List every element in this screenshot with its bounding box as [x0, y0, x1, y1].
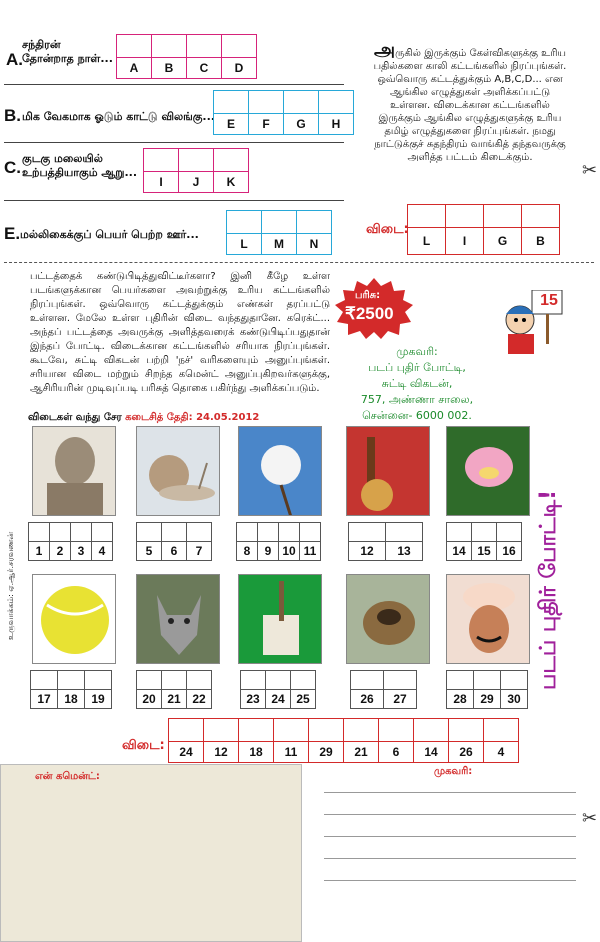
cell-label: C: [187, 58, 222, 79]
num: 14: [447, 542, 472, 561]
num: 12: [349, 542, 386, 561]
cell-label: 12: [204, 742, 239, 763]
address-label: முகவரி:: [396, 345, 438, 358]
clue-c-letter: C.: [4, 158, 21, 177]
prize-badge: [333, 276, 415, 340]
picture-snail: [136, 426, 220, 516]
num: 22: [187, 690, 212, 709]
cell[interactable]: [179, 149, 214, 172]
cell[interactable]: [249, 91, 284, 114]
num: 25: [291, 690, 316, 709]
answer-cell[interactable]: [279, 523, 300, 542]
picture-cotton: [238, 426, 322, 516]
cell-label: F: [249, 114, 284, 135]
cell[interactable]: [227, 211, 262, 234]
numbox-wolf: [136, 670, 212, 709]
cell-label: L: [227, 234, 262, 255]
answer-cell[interactable]: [187, 523, 212, 542]
address-line1: படப் புதிர் போட்டி,: [368, 361, 466, 374]
cell[interactable]: [239, 719, 274, 742]
answer-cell[interactable]: [50, 523, 71, 542]
numbox-lotus: [446, 522, 522, 561]
cell-label: D: [222, 58, 257, 79]
cell-label: G: [284, 114, 319, 135]
answer-cell[interactable]: [386, 523, 423, 542]
cell[interactable]: [297, 211, 332, 234]
numbox-buddha: [28, 522, 113, 561]
cell[interactable]: [449, 719, 484, 742]
num: 3: [71, 542, 92, 561]
clue-a-line1: சந்திரன்: [22, 38, 61, 51]
mascot-icon: [496, 290, 574, 360]
clue-e-text: மல்லிகைக்குப் பெயர் பெற்ற ஊர்...: [20, 228, 199, 241]
cell[interactable]: [408, 205, 446, 228]
answer2-label: விடை:: [122, 738, 165, 753]
numbox-mortar: [240, 670, 316, 709]
clue-e-letter: E.: [4, 224, 21, 243]
cell-label: B: [152, 58, 187, 79]
address-line4: சென்னை- 6000 002.: [362, 409, 472, 422]
cell[interactable]: [484, 205, 522, 228]
answer-cell[interactable]: [241, 671, 266, 690]
main-instructions: பட்டத்தைக் கண்டுபிடித்துவிட்டீர்களா? இனி கீழே உள்ள படங்களுக்கான பெயர்களை அவற்றுக்கு உரிய கட்டங்களில் நிரப்புங்கள். ஒவ்வொரு கட்டத்துக்கும் எண்கள் தரப்பட்டு உள்ளன. மேலே உள்ள புதிரின் விடை வந்ததுதானே. கரெக்ட்... அந்தப் பட்டத்தை அவருக்கு அளித்தவரைக் கண்டுபிடிப்பதுதான் இந்தப் போட்டி. விடைக்கான கட்டங்களில் சரியாக நிரப்புங்கள். கூடவே, சுட்டி விகடன் பற்றி 'நச்' வரிகளையும் அனுப்புங்கள். சரியான விடை மற்றும் சிறந்த கமென்ட் அனுப்புகிறவர்களுக்கு, ஆசிரியரின் முடிவுப்படி பரிசுத் தொகை பகிர்ந்து அளிக்கப்படும்.: [30, 271, 330, 394]
answer-cell[interactable]: [349, 523, 386, 542]
mascot: [496, 290, 574, 360]
cell-label: M: [262, 234, 297, 255]
numbox-ball: [30, 670, 112, 709]
picture-nest: [346, 574, 430, 664]
veena-icon: [347, 427, 430, 516]
address-form-label: முகவரி:: [434, 766, 473, 777]
answer-cell[interactable]: [300, 523, 321, 542]
cell-label: K: [214, 172, 249, 193]
vertical-title: படப் புதிர் போட்டி!: [536, 490, 561, 690]
num: 27: [384, 690, 417, 709]
numbox-nest: [350, 670, 417, 709]
answer2-grid: [168, 718, 519, 763]
answer-cell[interactable]: [258, 523, 279, 542]
num: 11: [300, 542, 321, 561]
cell-label: N: [297, 234, 332, 255]
answer-cell[interactable]: [472, 523, 497, 542]
clue-b-grid: [213, 90, 354, 135]
num: 19: [85, 690, 112, 709]
clue-a-letter: A.: [6, 50, 23, 69]
clue-c-grid: [143, 148, 249, 193]
num: 6: [162, 542, 187, 561]
address-line-field[interactable]: [324, 858, 576, 859]
picture-bharathi: [446, 574, 530, 664]
num: 23: [241, 690, 266, 709]
cell-label: 4: [484, 742, 519, 763]
top-instructions-text: ருகில் இருக்கும் கேள்விகளுக்கு உரிய பதில்களை காலி கட்டங்களில் நிரப்புங்கள். ஒவ்வொரு கட்டத்துக்கும் A,B,C,D... என ஆங்கில எழுத்துகள் அளிக்கப்பட்டு உள்ளன. விடைக்கான கட்டங்களில் இருக்கும் ஆங்கில எழுத்துகளுக்கு உரிய தமிழ் எழுத்துகளை நிரப்புங்கள். நமது நாட்டுக்குச் சுதந்திரம் வாங்கித் தந்தவருக்கு அளித்த பட்டம் கிடைக்கும்.: [373, 48, 567, 163]
cell-label: L: [408, 228, 446, 255]
picture-lotus: [446, 426, 530, 516]
credit: உருவாக்கம்: ஏ.ஆர்.சரவணன்: [6, 531, 15, 640]
cell[interactable]: [187, 35, 222, 58]
address-line3: 757, அண்ணா சாலை,: [360, 393, 474, 406]
cell[interactable]: [117, 35, 152, 58]
cell-label: 6: [379, 742, 414, 763]
separator: [4, 84, 344, 85]
separator: [4, 142, 344, 143]
dashed-separator: [4, 262, 594, 264]
cell-label: J: [179, 172, 214, 193]
cell[interactable]: [222, 35, 257, 58]
answer-cell[interactable]: [31, 671, 58, 690]
answer-cell[interactable]: [291, 671, 316, 690]
cell-label: E: [214, 114, 249, 135]
cell-label: 18: [239, 742, 274, 763]
numbox-snail: [136, 522, 212, 561]
answer-cell[interactable]: [237, 523, 258, 542]
cell[interactable]: [214, 91, 249, 114]
ball-icon: [33, 575, 116, 664]
picture-mortar: [238, 574, 322, 664]
num: 30: [501, 690, 528, 709]
answer-cell[interactable]: [137, 523, 162, 542]
picture-veena: [346, 426, 430, 516]
nest-icon: [347, 575, 430, 664]
clue-c-line1: குடகு மலையில்: [22, 152, 103, 165]
cell-label: H: [319, 114, 354, 135]
answer-cell[interactable]: [447, 523, 472, 542]
postal-address: [352, 344, 482, 424]
dropcap: அ: [374, 39, 396, 61]
answer-cell[interactable]: [85, 671, 112, 690]
cell[interactable]: [152, 35, 187, 58]
cell[interactable]: [522, 205, 560, 228]
num: 15: [472, 542, 497, 561]
address-line-field[interactable]: [324, 814, 576, 815]
snail-icon: [137, 427, 220, 516]
num: 28: [447, 690, 474, 709]
answer-cell[interactable]: [137, 671, 162, 690]
cell[interactable]: [484, 719, 519, 742]
num: 9: [258, 542, 279, 561]
answer-cell[interactable]: [497, 523, 522, 542]
wolf-icon: [137, 575, 220, 664]
num: 7: [187, 542, 212, 561]
numbox-veena: [348, 522, 423, 561]
deadline-label2: கடைசித் தேதி:: [125, 412, 193, 423]
cell[interactable]: [319, 91, 354, 114]
cell-label: B: [522, 228, 560, 255]
answer-cell[interactable]: [266, 671, 291, 690]
cell[interactable]: [379, 719, 414, 742]
num: 10: [279, 542, 300, 561]
num: 20: [137, 690, 162, 709]
answer-cell[interactable]: [58, 671, 85, 690]
clue-c-line2: உற்பத்தியாகும் ஆறு...: [22, 166, 138, 179]
cell[interactable]: [446, 205, 484, 228]
cell[interactable]: [144, 149, 179, 172]
buddha-icon: [33, 427, 116, 516]
address-line-field[interactable]: [324, 836, 576, 837]
deadline-label: விடைகள் வந்து சேர: [28, 412, 122, 423]
num: 1: [29, 542, 50, 561]
address-line-field[interactable]: [324, 880, 576, 881]
cell[interactable]: [414, 719, 449, 742]
answer-cell[interactable]: [501, 671, 528, 690]
cell[interactable]: [214, 149, 249, 172]
deadline: [28, 412, 259, 424]
mascot-sign-number: 15: [540, 292, 558, 309]
cell-label: 14: [414, 742, 449, 763]
cell[interactable]: [274, 719, 309, 742]
picture-buddha: [32, 426, 116, 516]
clue-e-grid: [226, 210, 332, 255]
numbox-cotton: [236, 522, 321, 561]
cell[interactable]: [204, 719, 239, 742]
answer-cell[interactable]: [351, 671, 384, 690]
answer1-grid: [407, 204, 560, 255]
cell-label: 24: [169, 742, 204, 763]
answer-cell[interactable]: [29, 523, 50, 542]
num: 2: [50, 542, 71, 561]
num: 18: [58, 690, 85, 709]
cell-label: A: [117, 58, 152, 79]
clue-c-text: [22, 152, 137, 180]
answer-cell[interactable]: [474, 671, 501, 690]
num: 13: [386, 542, 423, 561]
num: 21: [162, 690, 187, 709]
num: 26: [351, 690, 384, 709]
mortar-icon: [239, 575, 322, 664]
cell[interactable]: [169, 719, 204, 742]
num: 8: [237, 542, 258, 561]
cotton-icon: [239, 427, 322, 516]
clue-b-letter: B.: [4, 106, 21, 125]
num: 5: [137, 542, 162, 561]
clue-b-text: மிக வேகமாக ஓடும் காட்டு விலங்கு...: [22, 110, 215, 123]
answer-cell[interactable]: [187, 671, 212, 690]
answer-cell[interactable]: [447, 671, 474, 690]
deadline-date: 24.05.2012: [196, 412, 260, 423]
num: 17: [31, 690, 58, 709]
address-line2: சுட்டி விகடன்,: [381, 377, 453, 390]
cell-label: 21: [344, 742, 379, 763]
cell-label: I: [144, 172, 179, 193]
num: 24: [266, 690, 291, 709]
answer-cell[interactable]: [384, 671, 417, 690]
answer-cell[interactable]: [162, 671, 187, 690]
num: 29: [474, 690, 501, 709]
cell[interactable]: [309, 719, 344, 742]
top-instructions: [372, 39, 568, 164]
cell[interactable]: [344, 719, 379, 742]
address-line-field[interactable]: [324, 792, 576, 793]
cell-label: 26: [449, 742, 484, 763]
answer-cell[interactable]: [71, 523, 92, 542]
separator: [4, 200, 344, 201]
lotus-icon: [447, 427, 530, 516]
cell-label: G: [484, 228, 522, 255]
cell-label: 11: [274, 742, 309, 763]
num: 16: [497, 542, 522, 561]
bharathi-icon: [447, 575, 530, 664]
cell-label: I: [446, 228, 484, 255]
answer-cell[interactable]: [162, 523, 187, 542]
scissors-icon: ✂: [582, 808, 598, 829]
clue-a-text: [22, 38, 113, 66]
cell[interactable]: [262, 211, 297, 234]
cell-label: 29: [309, 742, 344, 763]
prize-amount: ₹2500: [345, 304, 394, 323]
clue-a-line2: தோன்றாத நாள்...: [22, 52, 113, 65]
answer-cell[interactable]: [92, 523, 113, 542]
num: 4: [92, 542, 113, 561]
clue-a-grid: [116, 34, 257, 79]
numbox-bharathi: [446, 670, 528, 709]
scissors-icon: ✂: [582, 160, 598, 181]
answer1-label: விடை:: [366, 222, 409, 237]
comment-box[interactable]: [0, 764, 302, 942]
prize-label: பரிசு:: [355, 290, 381, 301]
comment-label: என் கமென்ட்:: [35, 771, 100, 782]
picture-wolf: [136, 574, 220, 664]
picture-ball: [32, 574, 116, 664]
cell[interactable]: [284, 91, 319, 114]
